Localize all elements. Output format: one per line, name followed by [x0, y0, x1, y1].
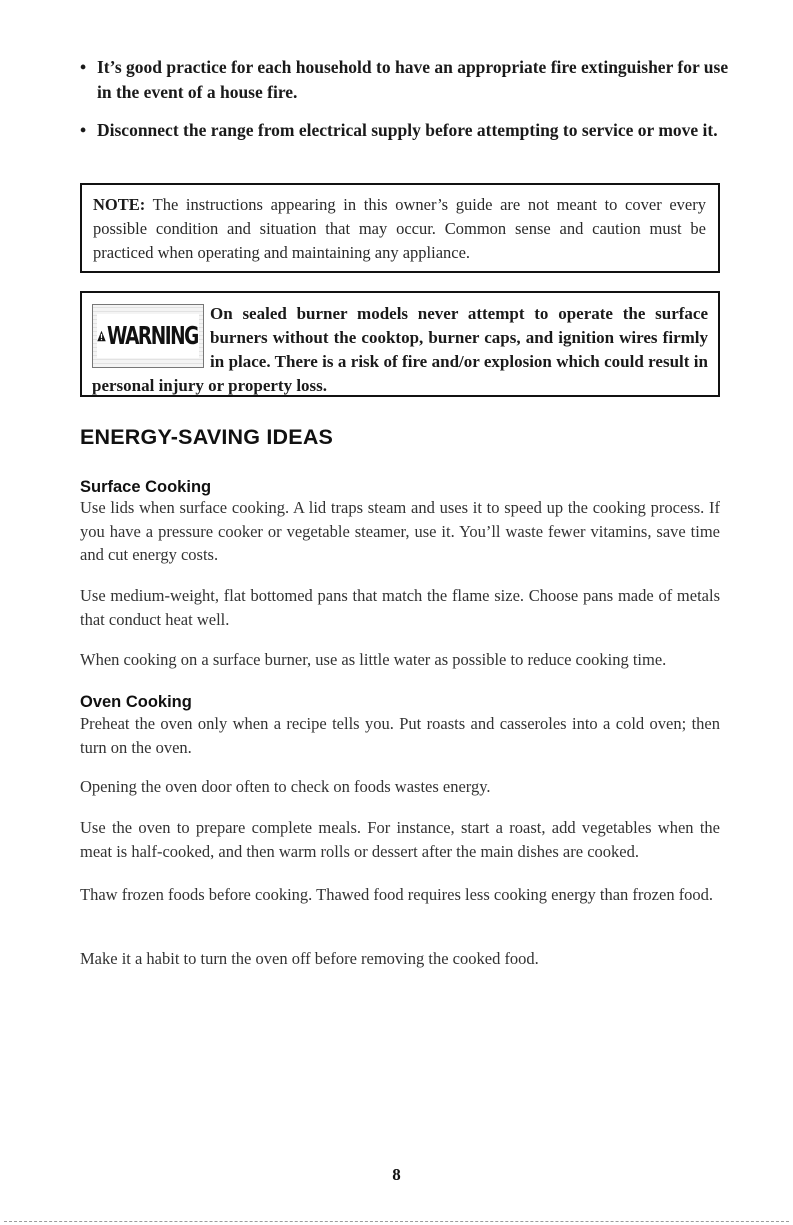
warning-box	[80, 291, 720, 397]
note-text: The instructions appearing in this owner’s guide are not meant to cover every possible condition and situation that may occur. Common sense and caution must be practiced when operating and maintaining any appliance.	[93, 195, 706, 262]
oven-cooking-heading: Oven Cooking	[80, 693, 192, 711]
oven-paragraph: Thaw frozen foods before cooking. Thawed food requires less cooking energy than frozen food.	[80, 885, 714, 904]
warning-triangle-icon	[97, 325, 106, 347]
oven-paragraph: Make it a habit to turn the oven off before removing the cooked food.	[80, 949, 539, 968]
note-label: NOTE:	[93, 195, 146, 214]
bullet-text: It’s good practice for each household to have an appropriate fire extinguisher for use in the event of a house fire.	[97, 57, 729, 102]
surface-paragraph: Use lids when surface cooking. A lid traps steam and uses it to speed up the cooking process. If you have a pressure cooker or vegetable steamer, use it. You’ll waste fewer vitamins, save time and cut energy costs.	[80, 498, 720, 564]
surface-paragraph: Use medium-weight, flat bottomed pans that match the flame size. Choose pans made of metals that conduct heat well.	[80, 586, 720, 629]
page-number: 8	[392, 1165, 401, 1184]
warning-badge	[92, 304, 204, 368]
warning-text: On sealed burner models never attempt to operate the surface burners without the cooktop, burner caps, and ignition wires firmly in place. There is a risk of fire and/or explosion which could result in personal injury or property loss.	[92, 304, 708, 395]
surface-cooking-heading: Surface Cooking	[80, 478, 212, 496]
oven-paragraph: Preheat the oven only when a recipe tells you. Put roasts and casseroles into a cold oven; then turn on the oven.	[80, 714, 720, 757]
bullet-symbol: •	[80, 57, 87, 77]
warning-badge-text: WARNING	[107, 321, 198, 350]
oven-paragraph: Use the oven to prepare complete meals. For instance, start a roast, add vegetables when the meat is half-cooked, and then warm rolls or dessert after the main dishes are cooked.	[80, 818, 720, 861]
oven-paragraph: Opening the oven door often to check on foods wastes energy.	[80, 777, 491, 796]
bottom-divider	[4, 1221, 789, 1222]
bullet-fire-extinguisher	[80, 55, 747, 105]
bullet-symbol: •	[80, 120, 87, 140]
section-title: ENERGY-SAVING IDEAS	[80, 425, 334, 449]
surface-paragraph: When cooking on a surface burner, use as little water as possible to reduce cooking time.	[80, 650, 667, 669]
bullet-text: Disconnect the range from electrical supply before attempting to service or move it.	[97, 120, 718, 140]
note-box	[80, 183, 720, 273]
bullet-disconnect-range	[80, 118, 747, 143]
